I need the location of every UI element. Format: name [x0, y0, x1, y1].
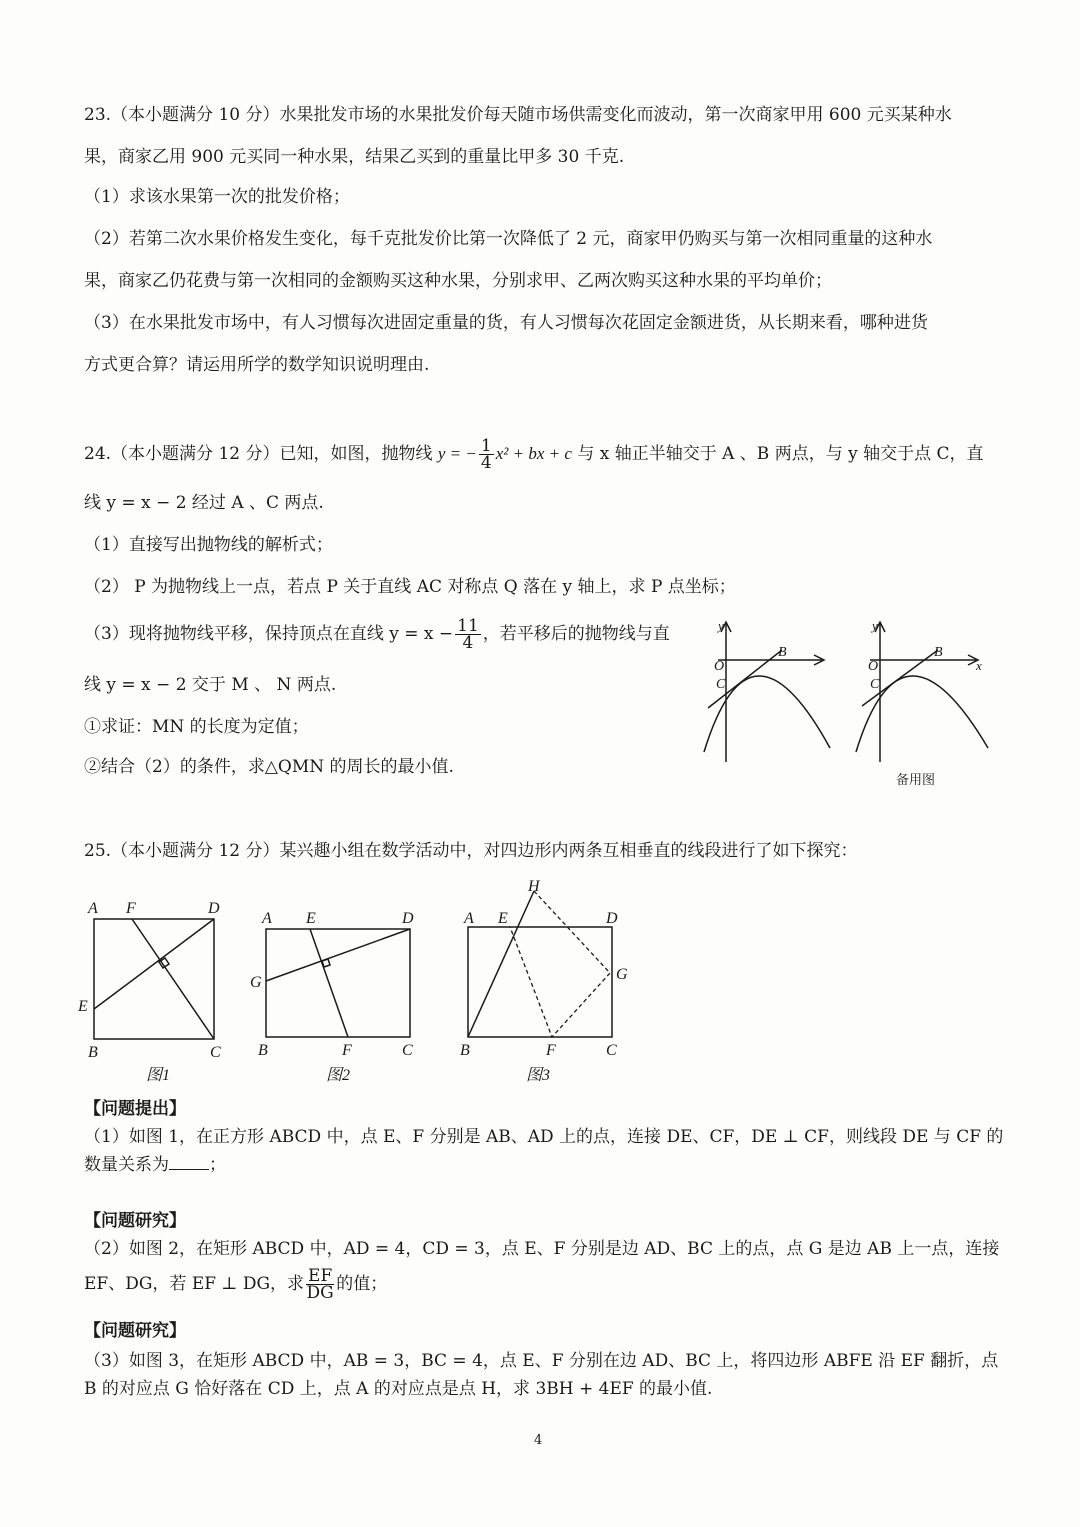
fig2-caption: 图2: [326, 1067, 351, 1084]
section-title-1: 【问题提出】: [84, 1099, 186, 1119]
q24-part1: （1）直接写出抛物线的解析式；: [84, 535, 333, 555]
fig3-label-a: A: [464, 910, 474, 927]
parabola-graphs: [690, 612, 1000, 772]
graph1-b-label: B: [778, 645, 787, 660]
q23-part3b: 方式更合算？请运用所学的数学知识说明理由.: [84, 355, 430, 375]
q23-line1: 23.（本小题满分 10 分）水果批发市场的水果批发价每天随市场供需变化而波动，第一次商家甲用 600 元买某种水: [84, 105, 952, 125]
parabola-graph-2: [856, 622, 988, 762]
fig2-label-g: G: [250, 974, 262, 991]
fig3-label-c: C: [606, 1042, 617, 1059]
section-title-2: 【问题研究】: [84, 1211, 186, 1231]
fig3-label-b: B: [460, 1042, 470, 1059]
q24-part2: （2） P 为抛物线上一点，若点 P 关于直线 AC 对称点 Q 落在 y 轴上，求 P 点坐标；: [84, 577, 736, 597]
q23-part1: （1）求该水果第一次的批发价格；: [84, 187, 350, 207]
q25-part2a: （2）如图 2，在矩形 ABCD 中，AD = 4，CD = 3，点 E、F 分别是边 AD、BC 上的点，点 G 是边 AB 上一点，连接: [84, 1239, 1000, 1259]
q24-claim2: ②结合（2）的条件，求△QMN 的周长的最小值.: [84, 757, 454, 777]
figure-2: [266, 929, 410, 1037]
fig1-label-f: F: [126, 900, 136, 917]
q25-part3a: （3）如图 3，在矩形 ABCD 中，AB = 3，BC = 4，点 E、F 分别在边 AD、BC 上，将四边形 ABFE 沿 EF 翻折，点: [84, 1351, 999, 1371]
q24-part3: （3）现将抛物线平移，保持顶点在直线 y = x − $\frac{11}{4}$ ，若平移后的抛物线与直: [84, 616, 670, 653]
fig3-label-g: G: [616, 966, 628, 983]
fig2-label-e: E: [306, 910, 316, 927]
fig2-label-c: C: [402, 1042, 413, 1059]
fig2-label-d: D: [402, 910, 414, 927]
fig3-caption: 图3: [526, 1067, 551, 1084]
fig1-caption: 图1: [146, 1067, 171, 1084]
q25-part1a: （1）如图 1，在正方形 ABCD 中，点 E、F 分别是 AB、AD 上的点，连接 DE、CF，DE ⊥ CF，则线段 DE 与 CF 的: [84, 1127, 1004, 1147]
figure-3: [468, 891, 612, 1037]
figure-1: [94, 919, 214, 1039]
graph1-o-label: O: [714, 659, 725, 674]
fig3-label-h: H: [528, 878, 540, 895]
q23-line2: 果，商家乙用 900 元买同一种水果，结果乙买到的重量比甲多 30 千克.: [84, 147, 625, 167]
backup-figure-caption: 备用图: [896, 773, 936, 788]
q24-line2: 线 y = x − 2 经过 A 、C 两点.: [84, 493, 324, 513]
graph2-c-label: C: [870, 677, 880, 692]
q24-part3b: 线 y = x − 2 交于 M 、 N 两点.: [84, 675, 337, 695]
q24-head: 24.（本小题满分 12 分）已知，如图，抛物线 y = − $\frac{1}{4}$ x² + bx + c 与 x 轴正半轴交于 A 、B 两点，与 y 轴交于点 C，直: [84, 436, 984, 473]
parabola-graph-1: [704, 622, 830, 762]
q24-claim1: ①求证：MN 的长度为定值；: [84, 717, 309, 737]
fig1-label-b: B: [88, 1044, 98, 1061]
fig2-label-f: F: [342, 1042, 352, 1059]
q25-figures: [70, 875, 670, 1090]
q25-part1b: 数量关系为 ；: [84, 1155, 226, 1175]
section-title-3: 【问题研究】: [84, 1321, 186, 1341]
q25-part3b: B 的对应点 G 恰好落在 CD 上，点 A 的对应点是点 H，求 3BH + 4EF 的最小值.: [84, 1379, 713, 1399]
fig2-label-a: A: [262, 910, 272, 927]
fig3-label-d: D: [606, 910, 618, 927]
fig2-label-b: B: [258, 1042, 268, 1059]
q23-part2a: （2）若第二次水果价格发生变化，每千克批发价比第一次降低了 2 元，商家甲仍购买与第一次相同重量的这种水: [84, 229, 933, 249]
graph1-c-label: C: [716, 677, 726, 692]
fig3-label-e: E: [498, 910, 508, 927]
fig1-label-e: E: [78, 998, 88, 1015]
graph2-o-label: O: [868, 659, 879, 674]
q25-head: 25.（本小题满分 12 分）某兴趣小组在数学活动中，对四边形内两条互相垂直的线段进行了如下探究：: [84, 841, 858, 861]
q23-part2b: 果，商家乙仍花费与第一次相同的金额购买这种水果，分别求甲、乙两次购买这种水果的平均单价；: [84, 271, 832, 291]
q25-part2b: EF、DG，若 EF ⊥ DG，求 $\frac{EF}{DG}$ 的值；: [84, 1266, 388, 1303]
fig1-label-a: A: [88, 900, 98, 917]
fig1-label-d: D: [208, 900, 220, 917]
graph2-b-label: B: [934, 645, 943, 660]
answer-blank: [169, 1169, 209, 1170]
graph2-x-label: x: [976, 658, 982, 673]
graph2-y-label: y: [872, 618, 878, 633]
q23-part3a: （3）在水果批发市场中，有人习惯每次进固定重量的货，有人习惯每次花固定金额进货，从长期来看，哪种进货: [84, 313, 928, 333]
graph1-y-label: y: [718, 618, 724, 633]
fig1-label-c: C: [210, 1044, 221, 1061]
page-number: 4: [534, 1433, 543, 1448]
fig3-label-f: F: [546, 1042, 556, 1059]
